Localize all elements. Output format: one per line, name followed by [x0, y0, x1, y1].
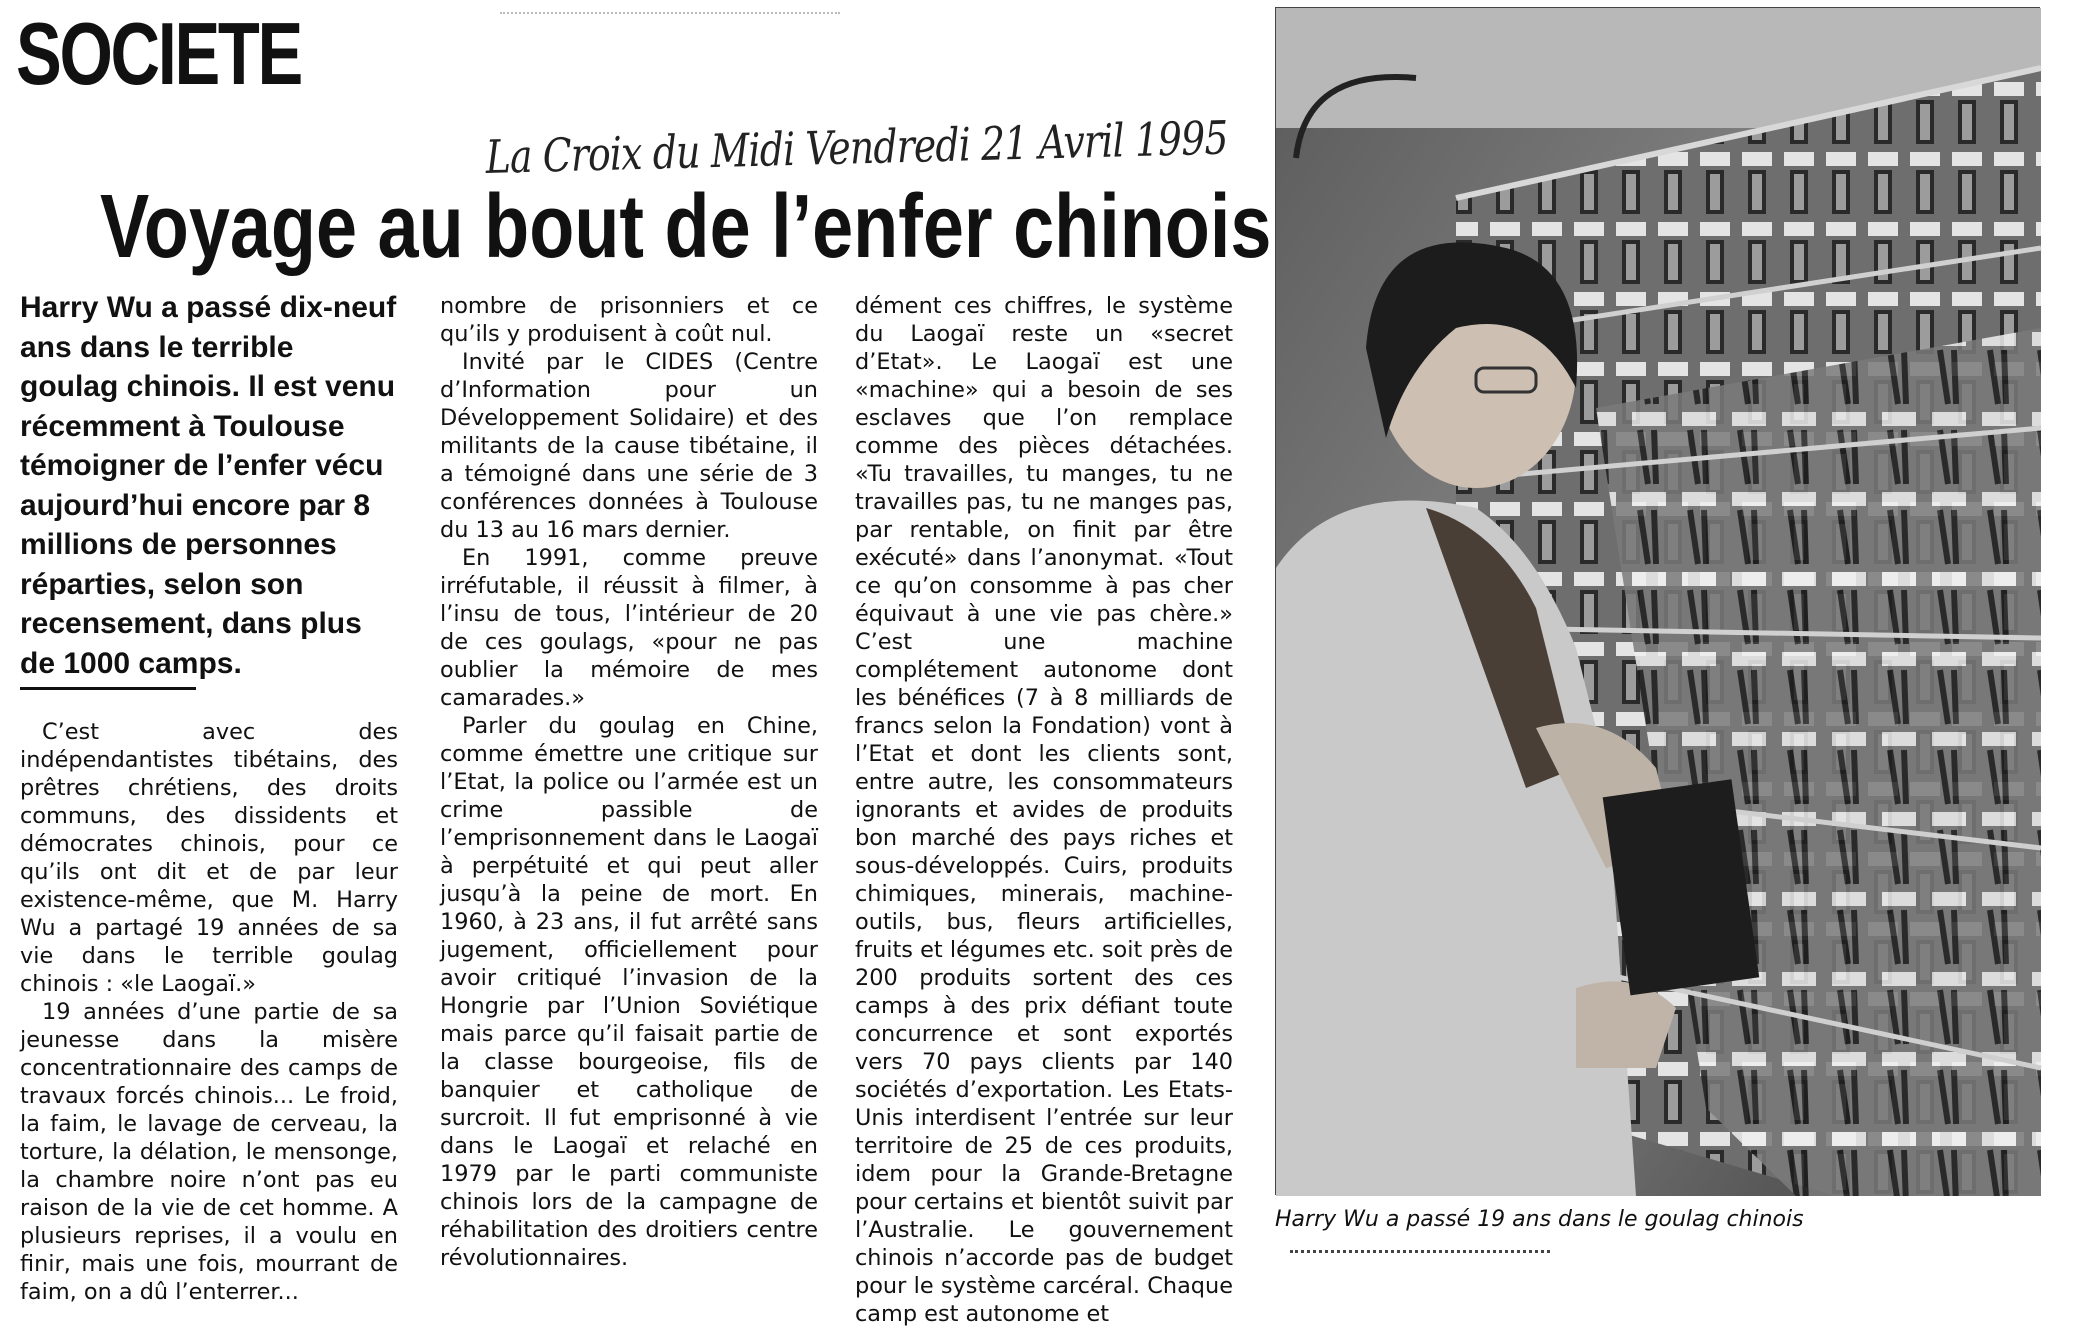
body-paragraph: C’est avec des indépendantistes tibétains, des prêtres chrétiens, des droits communs, des dissidents et démocrates chinois, pour ce qu’ils ont dit et de par leur existence-même, que M. Harry Wu a partagé 19 années de sa vie dans le terrible goulag chinois : «le Laogaï.» — [20, 719, 398, 997]
headline: Voyage au bout de l’enfer chinois — [100, 177, 1272, 277]
section-label: SOCIETE — [16, 4, 301, 103]
body-paragraph: Invité par le CIDES (Centre d’Information pour un Développement Solidaire) et des militants de la cause tibétaine, il a témoigné dans une série de 3 conférences données à Toulouse du 13 au 16 mars dernier. — [440, 349, 818, 543]
cut-off-text-fragment — [1290, 1250, 1550, 1264]
body-paragraph: En 1991, comme preuve irréfutable, il réussit à filmer, à l’insu de tous, l’intérieur de 20 de ces goulags, «pour ne pas oublier la mémoire de mes camarades.» — [440, 545, 818, 711]
handwritten-date-note: La Croix du Midi Vendredi 21 Avril 1995 — [485, 110, 1229, 184]
lead-underline-rule — [20, 687, 196, 690]
body-paragraph: nombre de prisonniers et ce qu’ils y produisent à coût nul. — [440, 293, 818, 347]
photo-harry-wu-shelves — [1275, 7, 2040, 1195]
body-paragraph: Parler du goulag en Chine, comme émettre une critique sur l’Etat, la police ou l’armée est un crime passible de l’emprisonnement dans le Laogaï à perpétuité et qui peut aller jusqu’à la peine de mort. En 1960, à 23 ans, il fut arrêté sans jugement, officiellement pour avoir critiqué l’invasion de la Hongrie par l’Union Soviétique mais parce qu’il faisait partie de la classe bourgeoise, fils de banquier et catholique de surcroit. Il fut emprisonné à vie dans le Laogaï et relaché en 1979 par le parti communiste chinois lors de la campagne de réhabilitation des droitiers centre révolutionnaires. — [440, 713, 818, 1271]
article-column-1 — [20, 718, 398, 1305]
lead-paragraph: Harry Wu a passé dix-neuf ans dans le terrible goulag chinois. Il est venu récemment à Toulouse témoigner de l’enfer vécu aujourd’hui encore par 8 millions de personnes réparties, selon son recensement, dans plus de 1000 camps. — [20, 291, 397, 680]
article-column-3 — [855, 292, 1233, 1327]
photo-caption: Harry Wu a passé 19 ans dans le goulag chinois — [1275, 1207, 1804, 1232]
article-column-2 — [440, 292, 818, 1271]
body-paragraph: dément ces chiffres, le système du Laogaï reste un «secret d’Etat». Le Laogaï est une «machine» qui a besoin de ses esclaves que l’on remplace comme des pièces détachées. «Tu travailles, tu manges, tu ne travailles pas, tu ne manges pas, par rentable, on finit par être exécuté» dans l’anonymat. «Tout ce qu’on consomme à pas cher équivaut à une vie pas chère.» C’est une machine complétement autonome dont les bénéfices (7 à 8 milliards de francs selon la Fondation) vont à l’Etat et dont les clients sont, entre autre, les consommateurs ignorants et avides de produits bon marché des pays riches et sous-développés. Cuirs, produits chimiques, minerais, machine-outils, bus, fleurs artificielles, fruits et légumes etc. soit près de 200 produits sortent des ces camps à des prix défiant toute concurrence et sont exportés vers 70 pays clients par 140 sociétés d’exportation. Les Etats-Unis interdisent l’entrée sur leur territoire de 25 de ces produits, idem pour la Grande-Bretagne pour certains et bientôt suivit par l’Australie. Le gouvernement chinois n’accorde pas de budget pour le système carcéral. Chaque camp est autonome et — [855, 293, 1233, 1327]
body-paragraph: 19 années d’une partie de sa jeunesse dans la misère concentrationnaire des camps de travaux forcés chinois... Le froid, la faim, le lavage de cerveau, la torture, la délation, le mensonge, la chambre noire n’ont pas eu raison de la vie de cet homme. A plusieurs reprises, il a voulu en finir, mais une fois, mourrant de faim, on a dû l’enterrer... — [20, 999, 398, 1305]
header-scribble — [500, 12, 840, 26]
